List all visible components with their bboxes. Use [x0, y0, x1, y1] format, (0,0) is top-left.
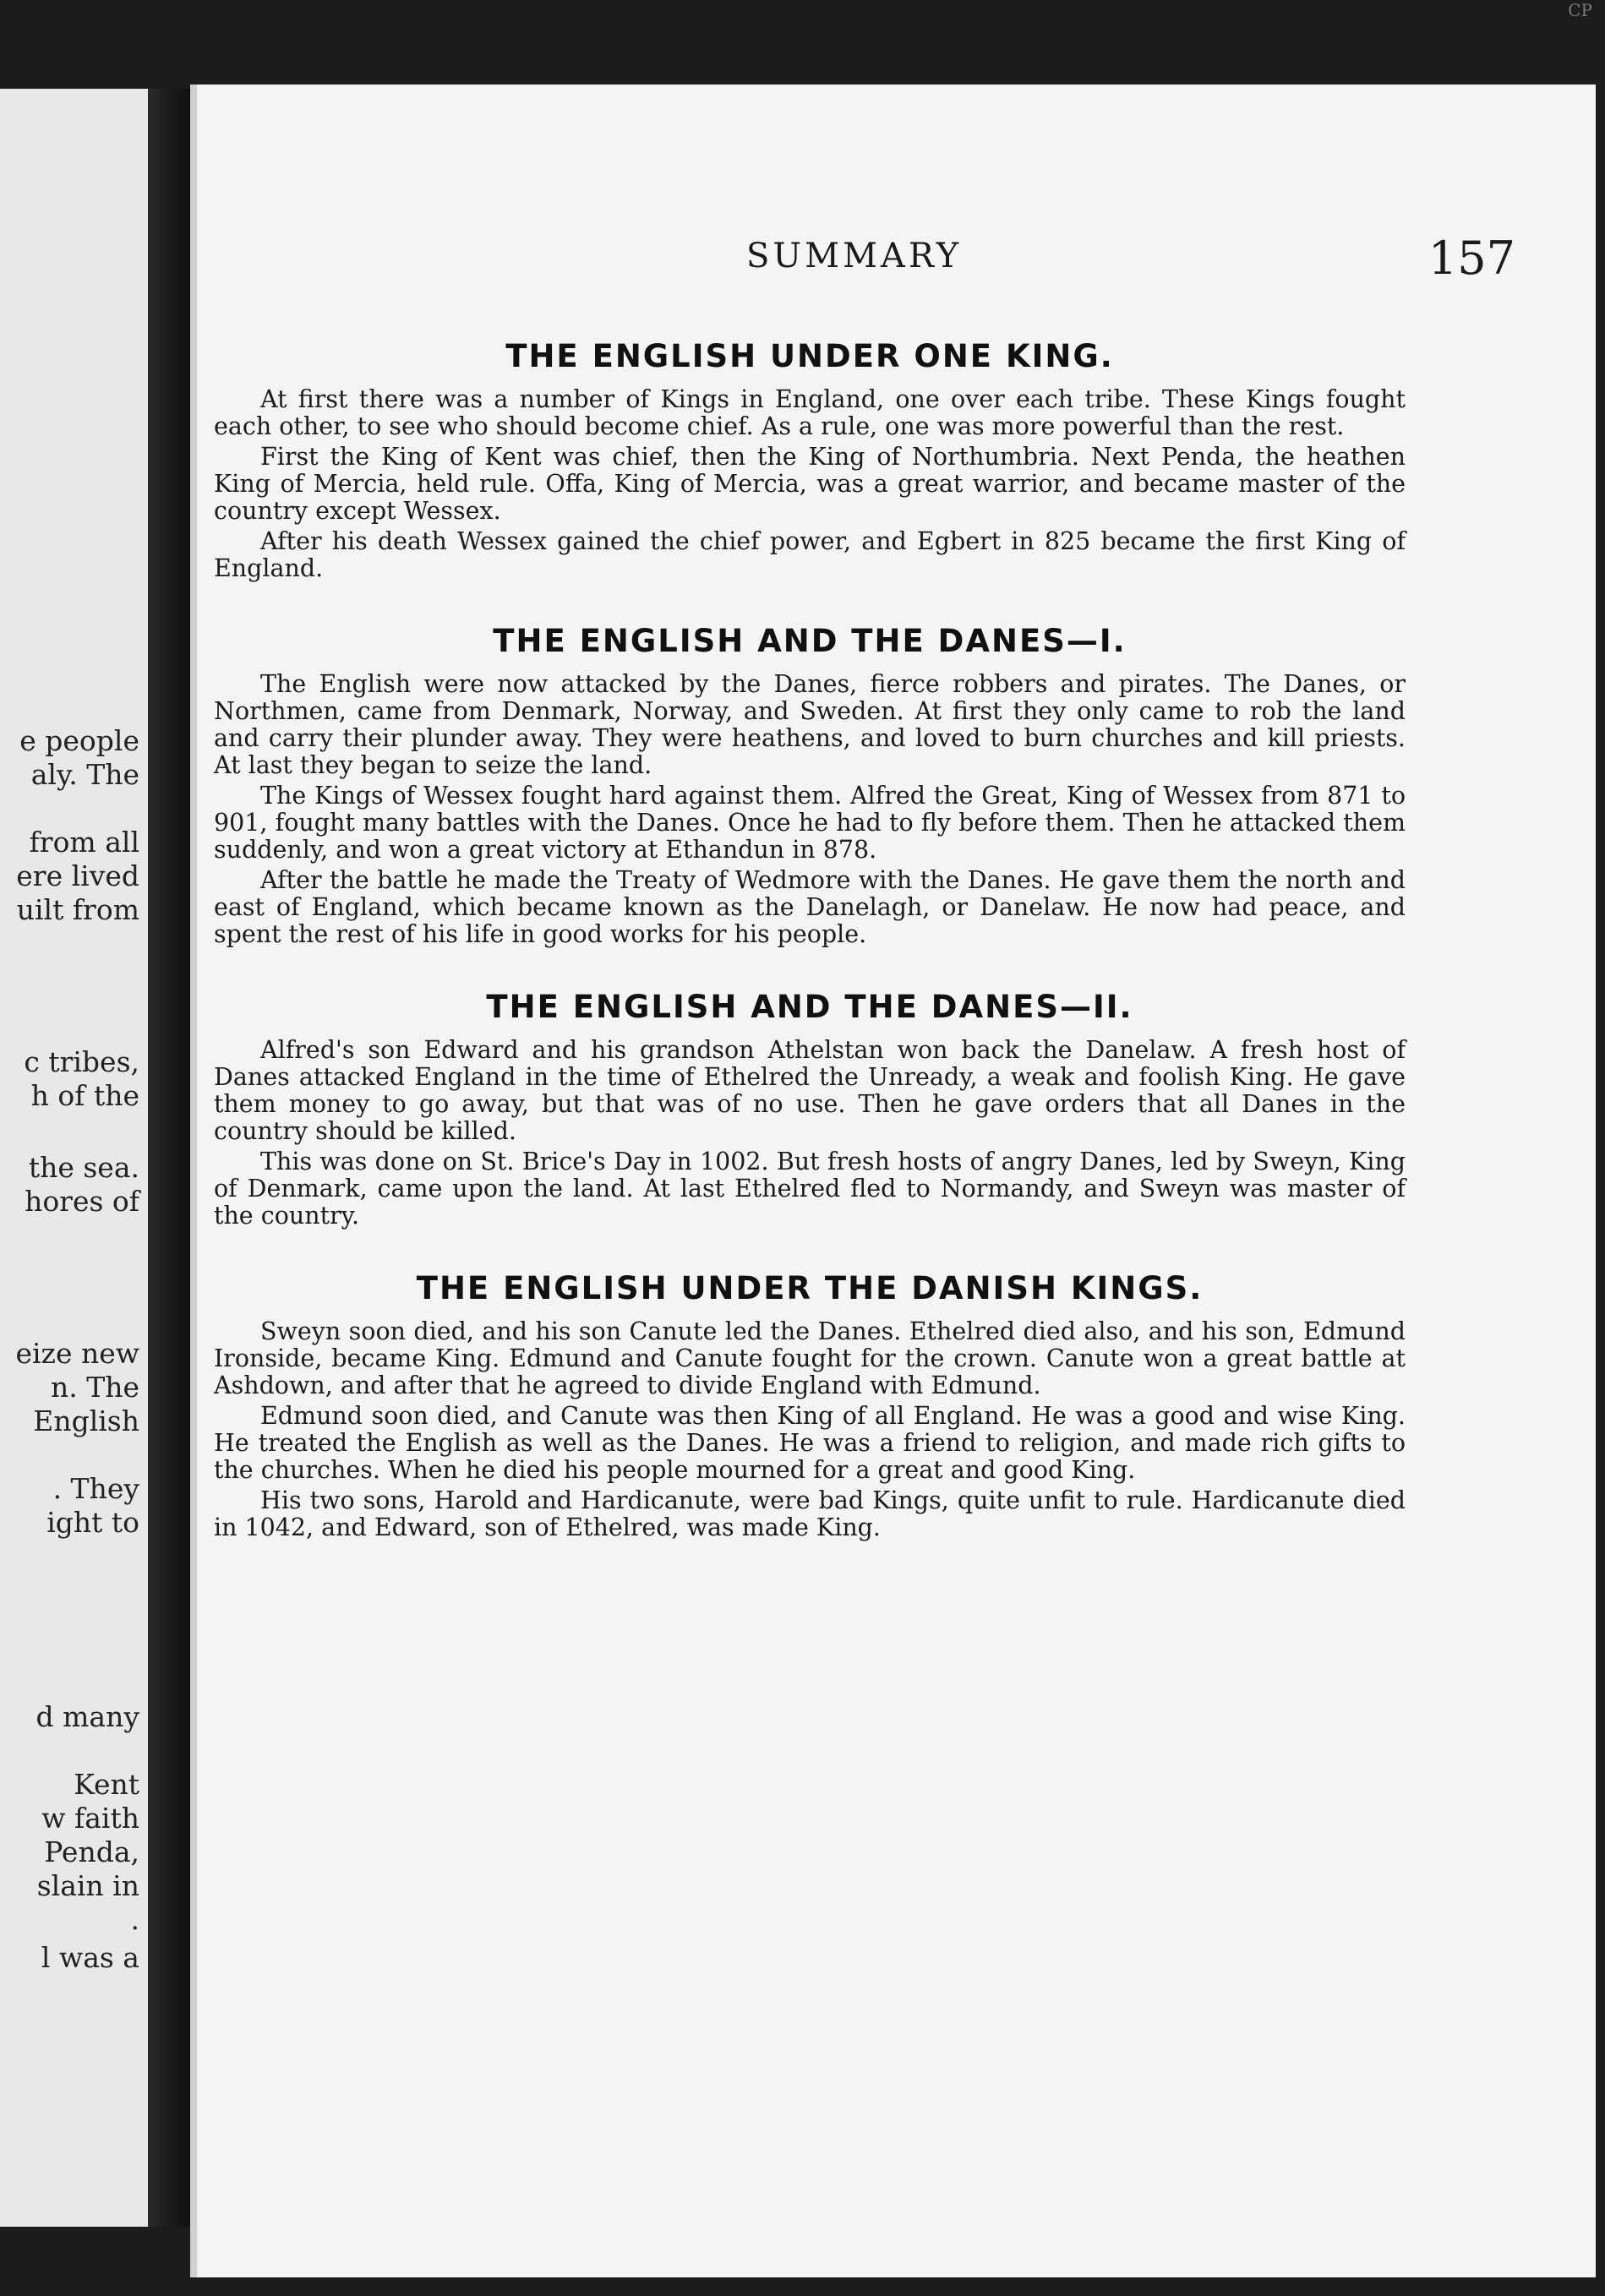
section-heading: THE ENGLISH AND THE DANES—II. [486, 989, 1133, 1025]
left-page-fragment [0, 89, 148, 2227]
left-page-line: Kent [74, 1768, 139, 1801]
left-page-line: uilt from [16, 893, 139, 926]
left-page-line: w faith [41, 1802, 139, 1835]
section-heading: THE ENGLISH UNDER ONE KING. [505, 338, 1114, 374]
left-page-line: h of the [30, 1079, 139, 1112]
section [214, 338, 1406, 582]
section [214, 1270, 1406, 1541]
left-page-line: d many [35, 1700, 139, 1733]
left-page-line: slain in [36, 1869, 139, 1902]
section-heading: THE ENGLISH UNDER THE DANISH KINGS. [416, 1270, 1204, 1306]
paragraph: Sweyn soon died, and his son Canute led the Danes. Ethelred died also, and his son, Edmund Ironside, became King. Edmund and Canute fought for the crown. Canute won a great battle at Ashdown, and after that he agreed to divide England with Edmund. [214, 1317, 1406, 1399]
paragraph: The Kings of Wessex fought hard against them. Alfred the Great, King of Wessex from 871 to 901, fought many battles with the Danes. Once he had to fly before them. Then he attacked them suddenly, and won a great victory at Ethandun in 878. [214, 782, 1406, 864]
left-page-line: aly. The [30, 758, 139, 791]
left-page-line: . [130, 1903, 139, 1936]
main-page [190, 85, 1596, 2277]
paragraph: This was done on St. Brice's Day in 1002. But fresh hosts of angry Danes, led by Sweyn, King of Denmark, came upon the land. At last Ethelred fled to Normandy, and Sweyn was master of the country. [214, 1148, 1406, 1230]
left-page-line: n. The [50, 1371, 139, 1404]
left-page-line: . They [52, 1472, 139, 1505]
left-page-line: hores of [25, 1185, 139, 1218]
left-page-line: eize new [15, 1337, 139, 1370]
left-page-line: l was a [41, 1941, 139, 1974]
section [214, 989, 1406, 1230]
left-page-line: English [33, 1404, 139, 1437]
left-page-line: ere lived [16, 859, 139, 892]
section-heading: THE ENGLISH AND THE DANES—I. [493, 623, 1127, 659]
paragraph: His two sons, Harold and Hardicanute, were bad Kings, quite unfit to rule. Hardicanute died in 1042, and Edward, son of Ethelred, was made King. [214, 1486, 1406, 1541]
section [214, 623, 1406, 948]
paragraph: Edmund soon died, and Canute was then King of all England. He was a good and wise King. He treated the English as well as the Danes. He was a friend to religion, and made rich gifts to the churches. When he died his people mourned for a great and good King. [214, 1402, 1406, 1484]
paragraph: After his death Wessex gained the chief power, and Egbert in 825 became the first King of England. [214, 527, 1406, 582]
page-header [197, 232, 1596, 287]
page-number: 157 [1428, 232, 1515, 285]
paragraph: Alfred's son Edward and his grandson Athelstan won back the Danelaw. A fresh host of Danes attacked England in the time of Ethelred the Unready, a weak and foolish King. He gave them money to go away, but that was of no use. Then he gave orders that all Danes in the country should be killed. [214, 1036, 1406, 1145]
gutter-shadow [148, 89, 190, 2227]
corner-mark: CP [1568, 0, 1592, 20]
page-content [214, 338, 1406, 1582]
paragraph: At first there was a number of Kings in England, one over each tribe. These Kings fought each other, to see who should become chief. As a rule, one was more powerful than the rest. [214, 385, 1406, 440]
left-page-line: c tribes, [24, 1045, 139, 1078]
running-head: SUMMARY [746, 237, 963, 275]
left-page-line: e people [19, 724, 139, 757]
left-page-line: Penda, [44, 1835, 139, 1868]
left-page-line: from all [29, 826, 139, 859]
paragraph: First the King of Kent was chief, then the King of Northumbria. Next Penda, the heathen King of Mercia, held rule. Offa, King of Mercia, was a great warrior, and became master of the country except Wessex. [214, 443, 1406, 525]
left-page-line: the sea. [28, 1151, 139, 1184]
paragraph: After the battle he made the Treaty of Wedmore with the Danes. He gave them the north and east of England, which became known as the Danelagh, or Danelaw. He now had peace, and spent the rest of his life in good works for his people. [214, 866, 1406, 948]
paragraph: The English were now attacked by the Danes, fierce robbers and pirates. The Danes, or Northmen, came from Denmark, Norway, and Sweden. At first they only came to rob the land and carry their plunder away. They were heathens, and loved to burn churches and kill priests. At last they began to seize the land. [214, 670, 1406, 779]
left-page-line: ight to [46, 1506, 139, 1539]
